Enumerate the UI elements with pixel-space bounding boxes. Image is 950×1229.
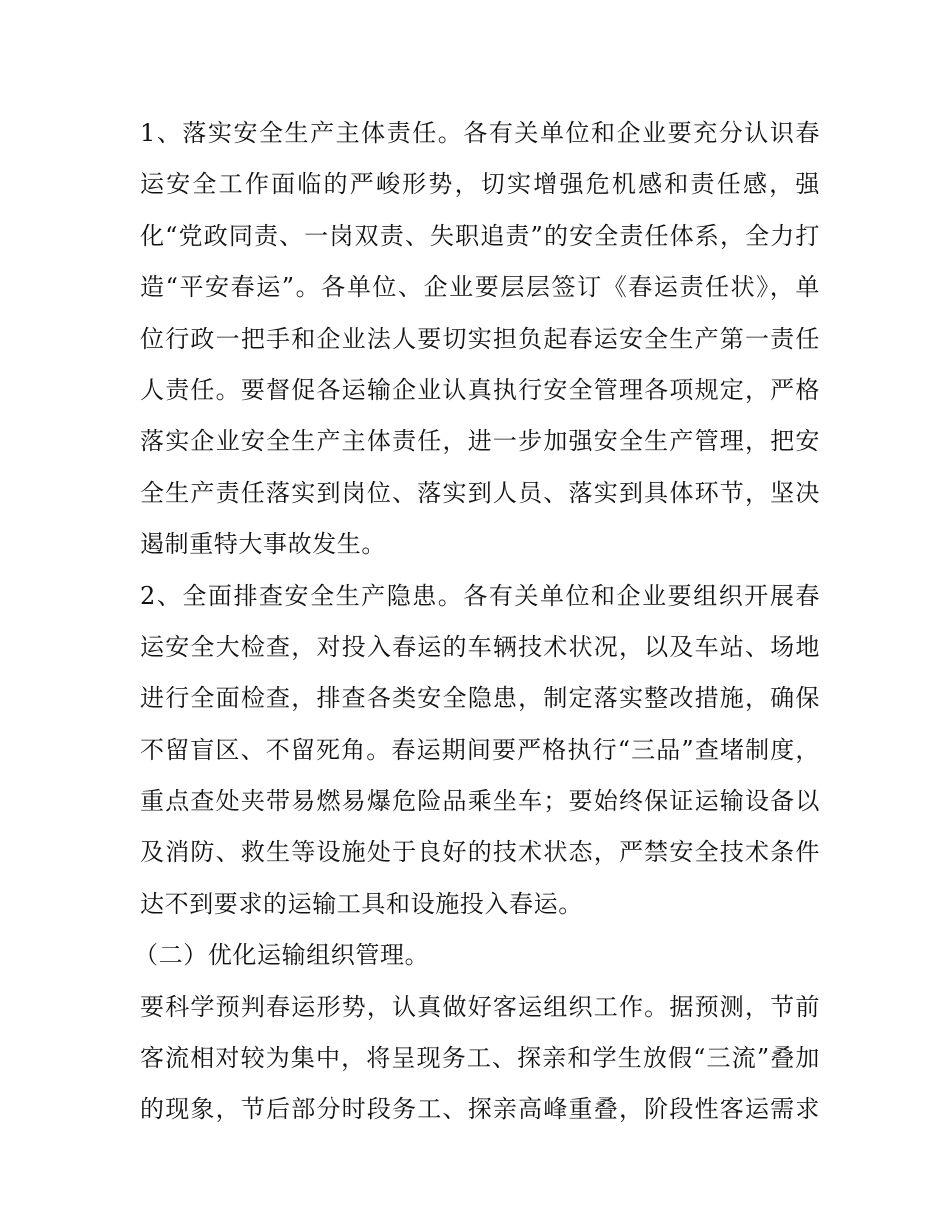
text-line: 的现象，节后部分时段务工、探亲高峰重叠，阶段性客运需求: [140, 1095, 820, 1124]
text-line: 造“平安春运”。各单位、企业要层层签订《春运责任状》，单: [140, 273, 820, 302]
text-line: 2、全面排查安全生产隐患。各有关单位和企业要组织开展春: [140, 581, 820, 610]
paragraph-section-body: [140, 982, 820, 1136]
text-line: 及消防、救生等设施处于良好的技术状态，严禁安全技术条件: [140, 838, 820, 867]
text-line: 运安全大检查，对投入春运的车辆技术状况，以及车站、场地: [140, 632, 820, 661]
text-line: 遏制重特大事故发生。: [140, 530, 386, 559]
paragraph-item-1: [140, 108, 820, 571]
text-line: 全生产责任落实到岗位、落实到人员、落实到具体环节，坚决: [140, 478, 820, 507]
section-heading: [134, 930, 820, 981]
text-line: 要科学预判春运形势，认真做好客运组织工作。据预测，节前: [140, 992, 820, 1021]
text-line: 人责任。要督促各运输企业认真执行安全管理各项规定，严格: [140, 375, 820, 404]
text-line: 化“党政同责、一岗双责、失职追责”的安全责任体系，全力打: [140, 221, 820, 250]
section-title: （二）优化运输组织管理。: [134, 941, 430, 970]
paragraph-item-2: [140, 571, 820, 931]
text-line: 客流相对较为集中，将呈现务工、探亲和学生放假“三流”叠加: [140, 1044, 820, 1073]
text-line: 达不到要求的运输工具和设施投入春运。: [140, 889, 583, 918]
text-line: 运安全工作面临的严峻形势，切实增强危机感和责任感，强: [140, 170, 820, 199]
document-body: [134, 108, 820, 1136]
text-line: 不留盲区、不留死角。春运期间要严格执行“三品”查堵制度，: [140, 735, 820, 764]
text-line: 落实企业安全生产主体责任，进一步加强安全生产管理，把安: [140, 427, 820, 456]
text-line: 1、落实安全生产主体责任。各有关单位和企业要充分认识春: [140, 119, 820, 147]
text-line: 重点查处夹带易燃易爆危险品乘坐车；要始终保证运输设备以: [140, 787, 820, 816]
text-line: 位行政一把手和企业法人要切实担负起春运安全生产第一责任: [140, 324, 820, 353]
text-line: 进行全面检查，排查各类安全隐患，制定落实整改措施，确保: [140, 684, 820, 713]
